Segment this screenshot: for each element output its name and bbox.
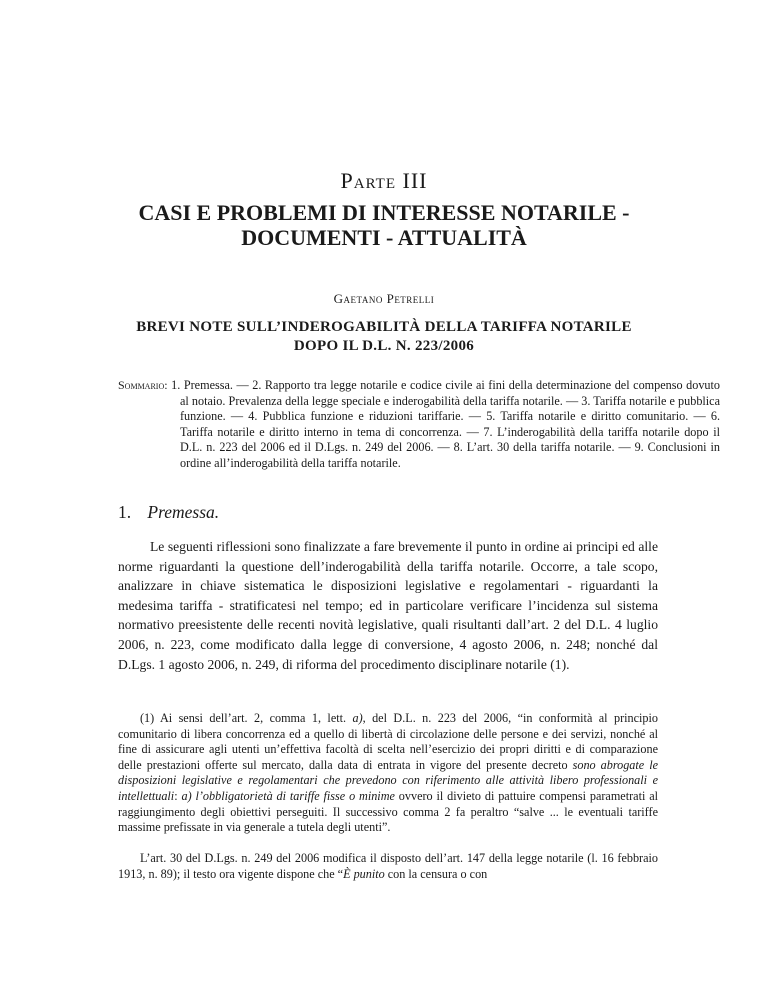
section-heading: [118, 502, 658, 523]
summary-text: 1. Premessa. — 2. Rapporto tra legge notarile e codice civile ai fini della determinazione del compenso dovuto al notaio. Prevalenza della legge speciale e inderogabilità della tariffa notarile. — 3. Tariffa notarile e pubblica funzione. — 4. Pubblica funzione e riduzioni tariffarie. — 5. Tariffa notarile e diritto comunitario. — 6. Tariffa notarile e diritto interno in tema di concorrenza. — 7. L’inderogabilità della tariffa notarile dopo il D.L. n. 223 del 2006 ed il D.Lgs. n. 249 del 2006. — 8. L’art. 30 della tariffa notarile. — 9. Conclusioni in ordine all’inderogabilità della tariffa notarile.: [171, 378, 720, 470]
footnote-2-text-a: L’art. 30 del D.Lgs. n. 249 del 2006 modifica il disposto dell’art. 147 della legge notarile (l. 16 febbraio 1913, n. 89); il testo ora vigente dispone che “: [118, 851, 658, 881]
summary-label: Sommario:: [118, 378, 168, 392]
part-word: Parte: [340, 168, 396, 193]
part-heading: [0, 168, 768, 194]
section-number: 1.: [118, 502, 132, 522]
part-title-line-2: DOCUMENTI - ATTUALITÀ: [241, 225, 527, 250]
body-paragraph: Le seguenti riflessioni sono finalizzate a fare brevemente il punto in ordine ai principi ed alle norme riguardanti la questione dell’inderogabilità della tariffa notarile. Occorre, a tale scopo, analizzare in chiave sistematica le disposizioni legislative e regolamentari - riguardanti la medesima tariffa - stratificatesi nel tempo; ed in particolare verificare l’incidenza sul sistema normativo preesistente delle recenti novità legislative, quali risultanti dall’art. 2 del D.L. 4 luglio 2006, n. 223, come modificato dalla legge di conversione, 4 agosto 2006, n. 248; nonché dal D.Lgs. 1 agosto 2006, n. 249, di riforma del procedimento disciplinare notarile (1).: [118, 539, 658, 672]
footnote-1-text-c: , del D.L. n. 223 del 2006, “in conformità al principio comunitario di libera concorrenza ed a quello di libertà di circolazione delle persone e dei servizi, nonché al fine di assicurare agli utenti un’effettiva facoltà di scelta nell’esercizio dei propri diritti e di comparazione delle prestazioni offerte sul mercato, dalla data di entrata in vigore del presente decreto: [118, 711, 658, 772]
footnote-1: [118, 711, 658, 836]
footnote-1-text-e: :: [174, 788, 182, 803]
section-title: Premessa.: [147, 502, 220, 522]
part-number: III: [402, 168, 428, 193]
article-title: [80, 318, 688, 356]
footnote-1-continuation: [118, 851, 658, 882]
footnote-1-text-a: (1) Ai sensi dell’art. 2, comma 1, lett.: [140, 711, 353, 725]
footnote-1-text-d: sono abrogate le disposizioni legislative e regolamentari che prevedono con riferimento alle attività libero professionali e intellettuali: [118, 757, 658, 803]
summary: [118, 378, 720, 471]
author-name: Gaetano Petrelli: [333, 291, 435, 306]
footnote-1-text-b: a): [352, 711, 363, 725]
article-title-line-2: DOPO IL D.L. N. 223/2006: [293, 338, 475, 354]
footnote-1-text-g: ovvero il divieto di pattuire compensi parametrati al raggiungimento degli obiettivi perseguiti. Il successivo comma 2 fa peraltro “salve ... le eventuali tariffe massime prefissate in via generale a tutela degli utenti”.: [118, 788, 659, 835]
footnote-1-text-f: a) l’obbligatorietà di tariffe fisse o minime: [181, 788, 395, 803]
part-title: [60, 200, 708, 250]
part-title-line-1: CASI E PROBLEMI DI INTERESSE NOTARILE -: [138, 200, 630, 225]
footnote-2-text-c: con la censura o con: [384, 866, 488, 881]
footnote-2-text-b: È punito: [343, 866, 385, 881]
article-title-line-1: BREVI NOTE SULL’INDEROGABILITÀ DELLA TARIFFA NOTARILE: [136, 319, 632, 335]
